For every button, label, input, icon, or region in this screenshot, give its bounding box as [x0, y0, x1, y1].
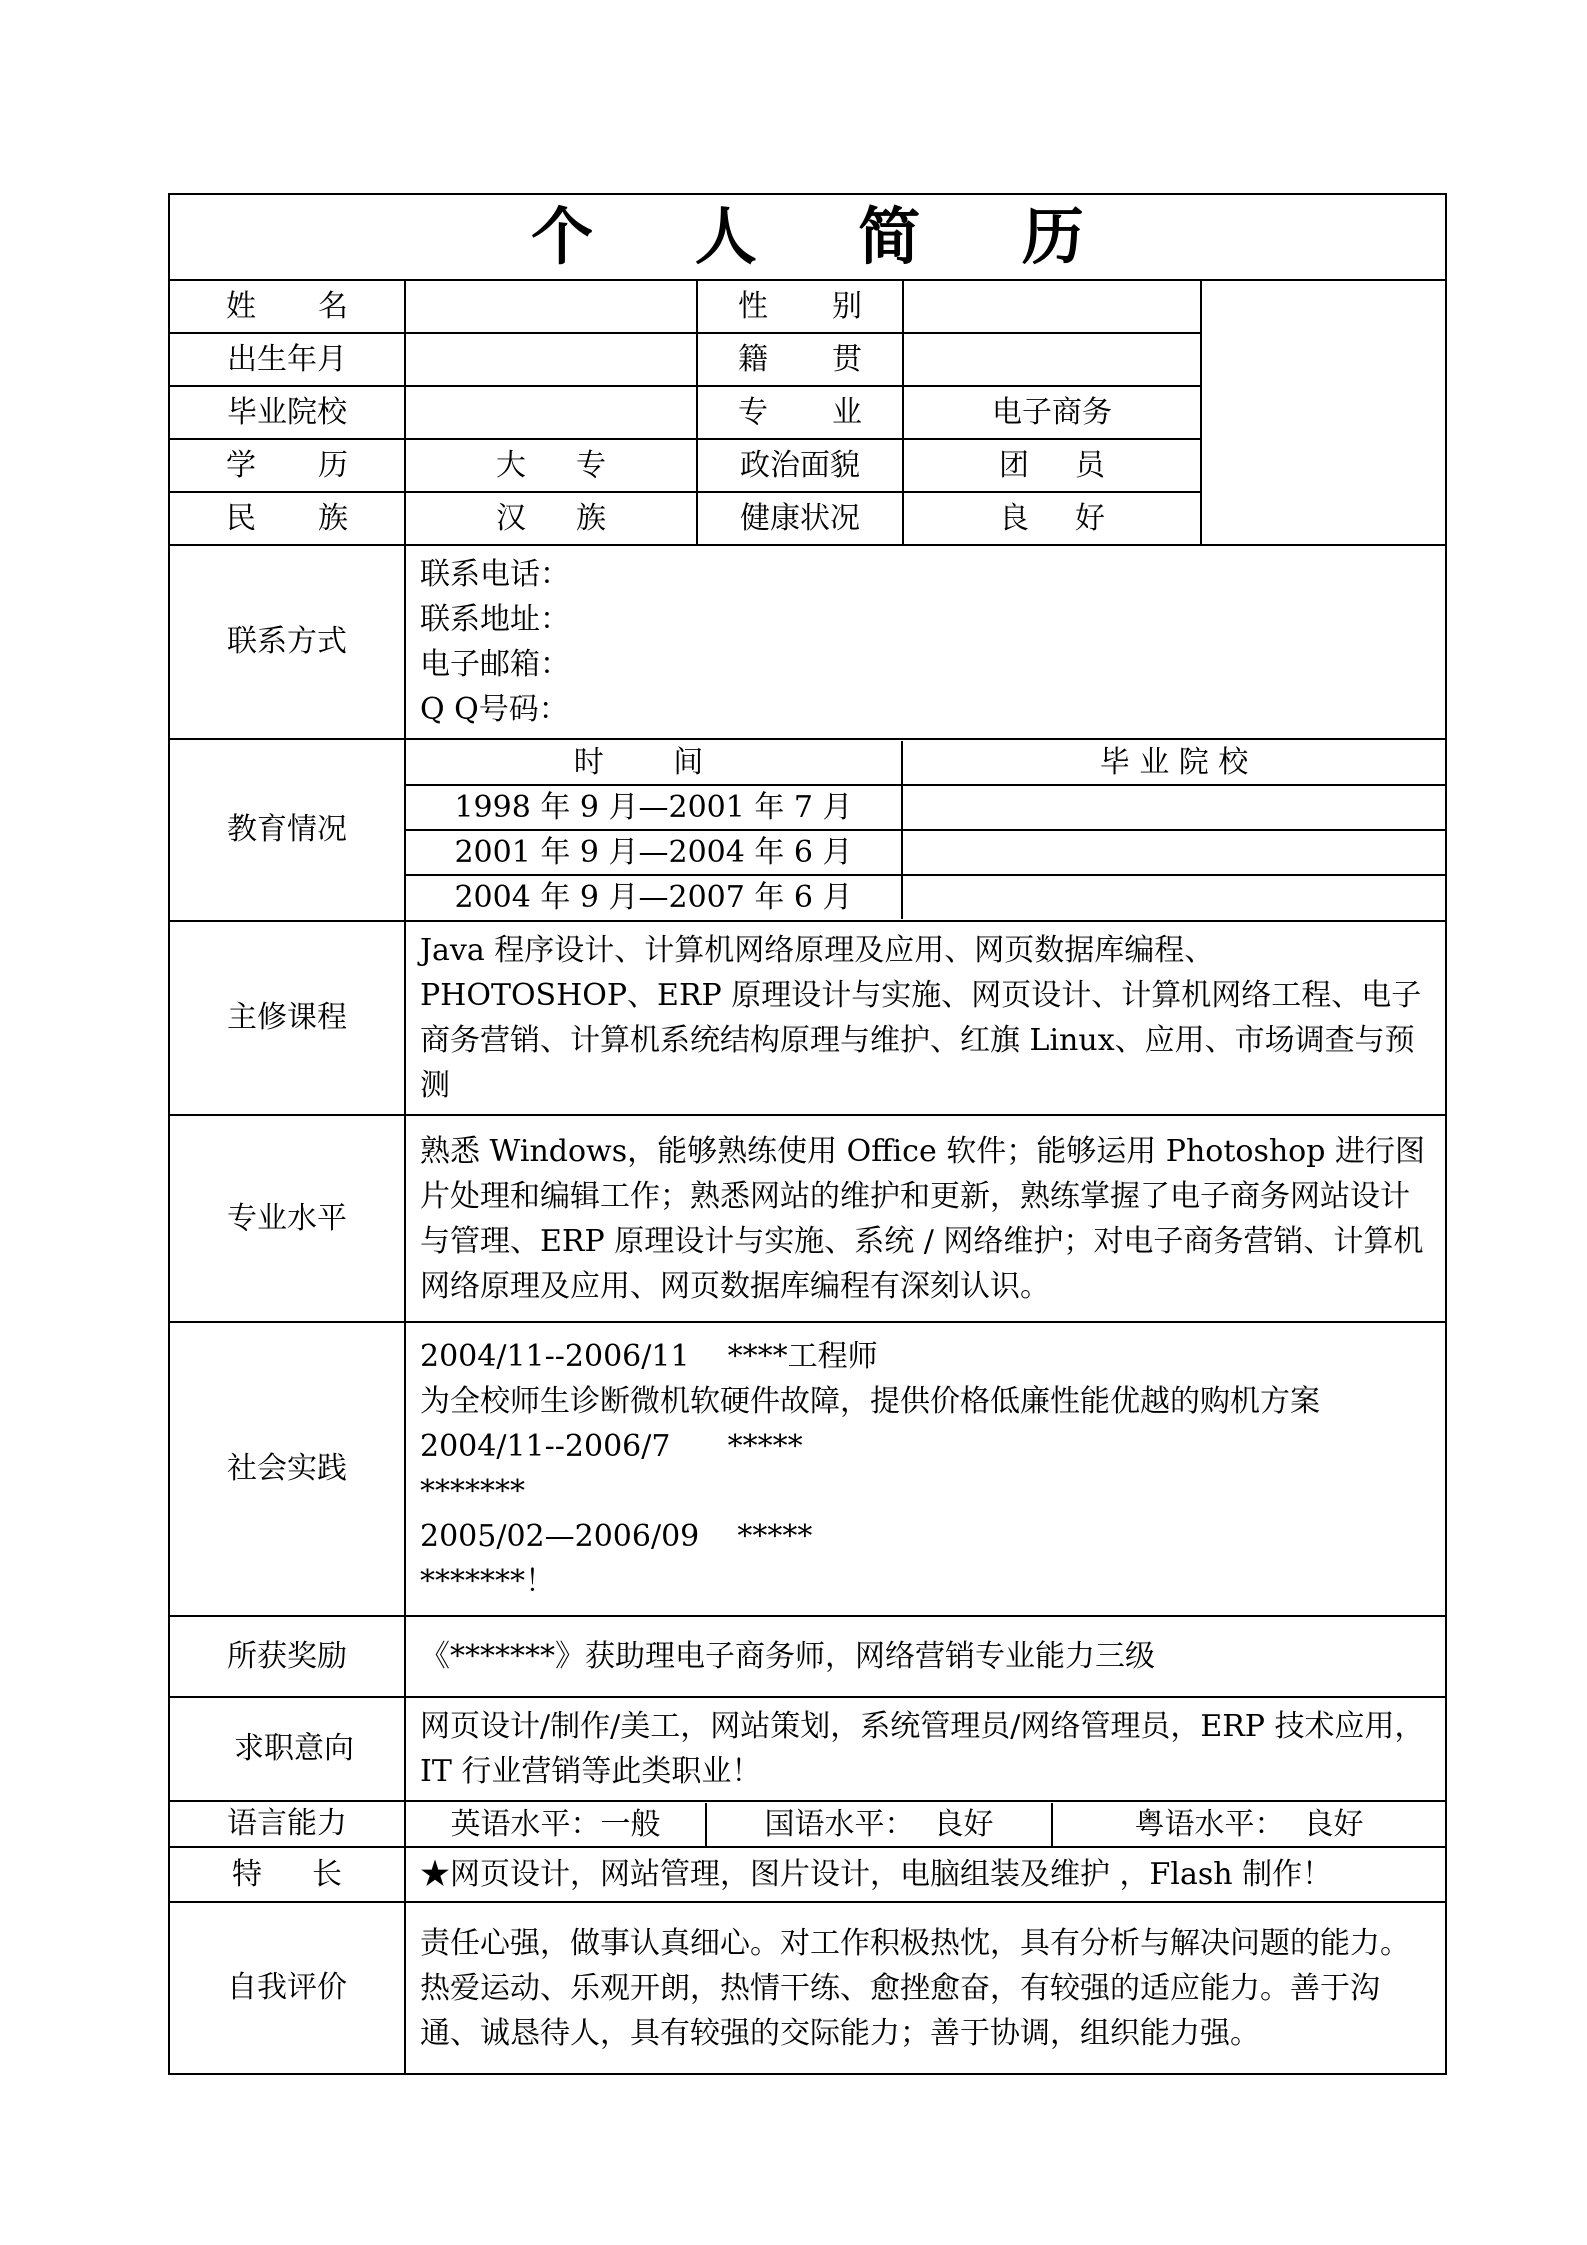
practice-line: 2005/02—2006/09 *****: [420, 1519, 813, 1554]
practice-line: *******！: [420, 1564, 555, 1599]
skills-label: 专业水平: [169, 1115, 405, 1322]
table-row: [406, 875, 1445, 919]
awards-text: 《*******》获助理电子商务师，网络营销专业能力三级: [405, 1616, 1446, 1697]
self-eval-label: 自我评价: [169, 1902, 405, 2074]
intention-label: 求职意向: [169, 1697, 405, 1801]
education-table-cell: [405, 739, 1446, 921]
education-time: 2004 年 9 月—2007 年 6 月: [406, 875, 902, 919]
language-cell: [405, 1801, 1446, 1847]
self-eval-text: 责任心强，做事认真细心。对工作积极热忱，具有分析与解决问题的能力。热爱运动、乐观开朗，热情干练、愈挫愈奋，有较强的适应能力。善于沟通、诚恳待人，具有较强的交际能力；善于协调，组织能力强。: [405, 1902, 1446, 2074]
page-title: 个 人 简 历: [169, 194, 1446, 280]
contact-email: 电子邮箱：: [420, 647, 570, 682]
intention-text: 网页设计/制作/美工，网站策划，系统管理员/网络管理员，ERP 技术应用，IT 行业营销等此类职业！: [405, 1697, 1446, 1801]
name-value[interactable]: [405, 280, 697, 333]
practice-line: 2004/11--2006/11 ****工程师: [420, 1339, 878, 1374]
edu-value[interactable]: 大专: [405, 439, 697, 492]
education-school[interactable]: [902, 875, 1445, 919]
education-label: 教育情况: [169, 739, 405, 921]
education-table: [406, 741, 1445, 919]
edu-label: 学历: [169, 439, 405, 492]
practice-line: 2004/11--2006/7 *****: [420, 1429, 803, 1464]
politics-value[interactable]: 团员: [903, 439, 1201, 492]
education-time: 2001 年 9 月—2004 年 6 月: [406, 830, 902, 875]
practice-line: *******: [420, 1474, 525, 1509]
language-label: 语言能力: [169, 1801, 405, 1847]
education-school[interactable]: [902, 830, 1445, 875]
specialty-text: ★网页设计，网站管理，图片设计，电脑组装及维护 ，Flash 制作！: [405, 1847, 1446, 1902]
contact-info: [405, 545, 1446, 739]
health-label: 健康状况: [697, 492, 903, 545]
awards-label: 所获奖励: [169, 1616, 405, 1697]
gender-value[interactable]: [903, 280, 1201, 333]
education-school[interactable]: [902, 785, 1445, 830]
school-label: 毕业院校: [169, 386, 405, 439]
ethnic-value[interactable]: 汉族: [405, 492, 697, 545]
gender-label: 性别: [697, 280, 903, 333]
language-mandarin: 国语水平： 良好: [706, 1803, 1052, 1846]
table-row: [406, 785, 1445, 830]
language-table: [406, 1803, 1445, 1846]
major-value[interactable]: 电子商务: [903, 386, 1201, 439]
contact-phone: 联系电话：: [420, 557, 570, 592]
resume-sheet: [168, 193, 1445, 2075]
courses-text: Java 程序设计、计算机网络原理及应用、网页数据库编程、PHOTOSHOP、ERP 原理设计与实施、网页设计、计算机网络工程、电子商务营销、计算机系统结构原理与维护、红旗 Linux、应用、市场调查与预测: [405, 921, 1446, 1115]
practice-info: [405, 1322, 1446, 1616]
ethnic-label: 民族: [169, 492, 405, 545]
school-value[interactable]: [405, 386, 697, 439]
native-label: 籍贯: [697, 333, 903, 386]
skills-text: 熟悉 Windows，能够熟练使用 Office 软件；能够运用 Photoshop 进行图片处理和编辑工作；熟悉网站的维护和更新，熟练掌握了电子商务网站设计与管理、ERP 原理设计与实施、系统 / 网络维护；对电子商务营销、计算机网络原理及应用、网页数据库编程有深刻认识。: [405, 1115, 1446, 1322]
health-value[interactable]: 良好: [903, 492, 1201, 545]
politics-label: 政治面貌: [697, 439, 903, 492]
education-time: 1998 年 9 月—2001 年 7 月: [406, 785, 902, 830]
major-label: 专业: [697, 386, 903, 439]
birth-value[interactable]: [405, 333, 697, 386]
practice-label: 社会实践: [169, 1322, 405, 1616]
language-english: 英语水平：一般: [406, 1803, 706, 1846]
birth-label: 出生年月: [169, 333, 405, 386]
education-col-school: 毕 业 院 校: [902, 741, 1445, 785]
education-col-time: 时 间: [406, 741, 902, 785]
name-label: 姓名: [169, 280, 405, 333]
contact-label: 联系方式: [169, 545, 405, 739]
table-row: [406, 830, 1445, 875]
native-value[interactable]: [903, 333, 1201, 386]
practice-line: 为全校师生诊断微机软硬件故障，提供价格低廉性能优越的购机方案: [420, 1384, 1320, 1419]
specialty-label: 特长: [169, 1847, 405, 1902]
photo-box: [1201, 280, 1446, 545]
resume-table: [168, 193, 1447, 2075]
contact-address: 联系地址：: [420, 602, 570, 637]
contact-qq: Q Q号码：: [420, 692, 569, 727]
courses-label: 主修课程: [169, 921, 405, 1115]
language-cantonese: 粤语水平： 良好: [1134, 1806, 1364, 1842]
